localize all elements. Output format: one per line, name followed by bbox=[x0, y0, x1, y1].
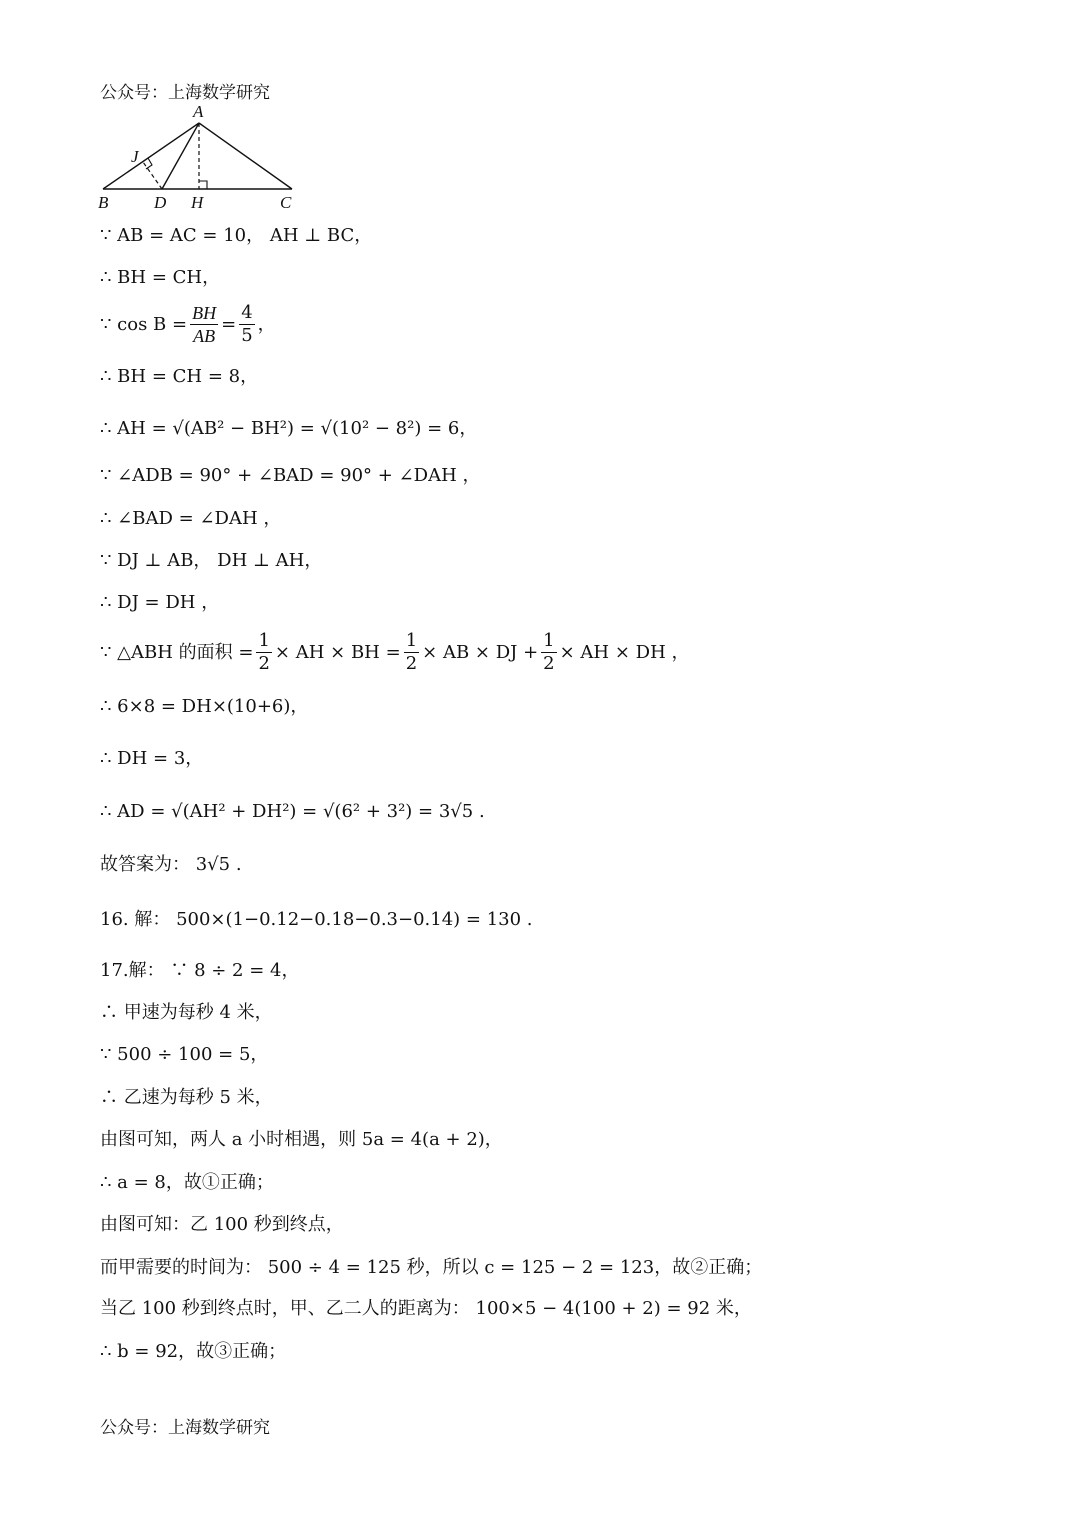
label-d: D bbox=[154, 193, 167, 212]
fraction-half bbox=[404, 630, 419, 675]
fraction bbox=[239, 302, 254, 347]
step-line: 而甲需要的时间为： 500 ÷ 4 = 125 秒，所以 c = 125 − 2 = 123，故②正确； bbox=[100, 1257, 763, 1278]
step-line: ∴ AD = √(AH² + DH²) = √(6² + 3²) = 3√5 . bbox=[100, 801, 485, 822]
q17-line: 17.解： ∵ 8 ÷ 2 = 4， bbox=[100, 960, 300, 981]
answer-line: 故答案为： 3√5 . bbox=[100, 854, 242, 875]
fraction-half bbox=[541, 630, 556, 675]
cos-line bbox=[100, 302, 276, 347]
fraction-numerator: 1 bbox=[543, 630, 555, 651]
area-term: × AH × BH = bbox=[274, 641, 401, 663]
step-line: ∴ 6×8 = DH×(10+6)， bbox=[100, 696, 309, 717]
segment-ab bbox=[103, 123, 199, 189]
step-line: ∵ DJ ⊥ AB， DH ⊥ AH， bbox=[100, 550, 323, 571]
triangle-figure bbox=[92, 100, 312, 212]
step-line: 由图可知：乙 100 秒到终点， bbox=[100, 1214, 344, 1235]
fraction-denominator: AB bbox=[193, 326, 216, 346]
fraction-denominator: 2 bbox=[258, 653, 270, 674]
fraction-denominator: 2 bbox=[543, 653, 555, 674]
cos-prefix: ∵ cos B = bbox=[100, 313, 188, 335]
fraction bbox=[190, 302, 218, 347]
label-j: J bbox=[131, 147, 139, 166]
label-h: H bbox=[191, 193, 204, 212]
step-line: ∴ ∠BAD = ∠DAH ， bbox=[100, 508, 282, 529]
step-line: ∵ ∠ADB = 90° + ∠BAD = 90° + ∠DAH ， bbox=[100, 465, 481, 486]
step-line: ∴ DH = 3， bbox=[100, 748, 204, 769]
cos-suffix: ， bbox=[257, 313, 276, 335]
fraction-half bbox=[256, 630, 271, 675]
right-angle-mark-h bbox=[199, 181, 207, 189]
area-term: × AB × DJ + bbox=[422, 641, 539, 663]
step-line: ∴ AH = √(AB² − BH²) = √(10² − 8²) = 6， bbox=[100, 418, 478, 439]
page-header: 公众号：上海数学研究 bbox=[100, 83, 270, 103]
label-b: B bbox=[98, 193, 109, 212]
area-line bbox=[100, 630, 690, 675]
equals-sign: = bbox=[221, 313, 237, 335]
segment-ad bbox=[162, 123, 199, 189]
label-a: A bbox=[193, 102, 204, 121]
fraction-denominator: 5 bbox=[241, 325, 253, 346]
step-line: ∴ BH = CH = 8， bbox=[100, 366, 259, 387]
step-line: 由图可知，两人 a 小时相遇，则 5a = 4(a + 2)， bbox=[100, 1129, 503, 1150]
fraction-numerator: 1 bbox=[405, 630, 418, 651]
step-line: 当乙 100 秒到终点时，甲、乙二人的距离为： 100×5 − 4(100 + 2) = 92 米， bbox=[100, 1298, 752, 1319]
fraction-numerator: BH bbox=[192, 303, 217, 323]
segment-ac bbox=[199, 123, 292, 189]
segment-dj-dashed bbox=[143, 162, 162, 189]
area-prefix: ∵ △ABH 的面积 = bbox=[100, 641, 254, 663]
fraction-numerator: 4 bbox=[241, 302, 253, 323]
step-line: ∴ BH = CH， bbox=[100, 267, 221, 288]
q16-line: 16. 解： 500×(1−0.12−0.18−0.3−0.14) = 130 . bbox=[100, 909, 533, 930]
step-line: ∴ 乙速为每秒 5 米， bbox=[100, 1087, 273, 1108]
step-line: ∴ b = 92，故③正确； bbox=[100, 1341, 287, 1362]
area-term: × AH × DH ， bbox=[559, 641, 690, 663]
step-line: ∴ DJ = DH ， bbox=[100, 592, 220, 613]
fraction-denominator: 2 bbox=[405, 653, 418, 674]
page-footer: 公众号：上海数学研究 bbox=[100, 1418, 270, 1438]
step-line: ∴ a = 8，故①正确； bbox=[100, 1172, 274, 1193]
label-c: C bbox=[280, 193, 292, 212]
fraction-numerator: 1 bbox=[258, 630, 270, 651]
step-line: ∴ 甲速为每秒 4 米， bbox=[100, 1002, 273, 1023]
step-line: ∵ AB = AC = 10， AH ⊥ BC， bbox=[100, 225, 373, 246]
step-line: ∵ 500 ÷ 100 = 5， bbox=[100, 1044, 269, 1065]
